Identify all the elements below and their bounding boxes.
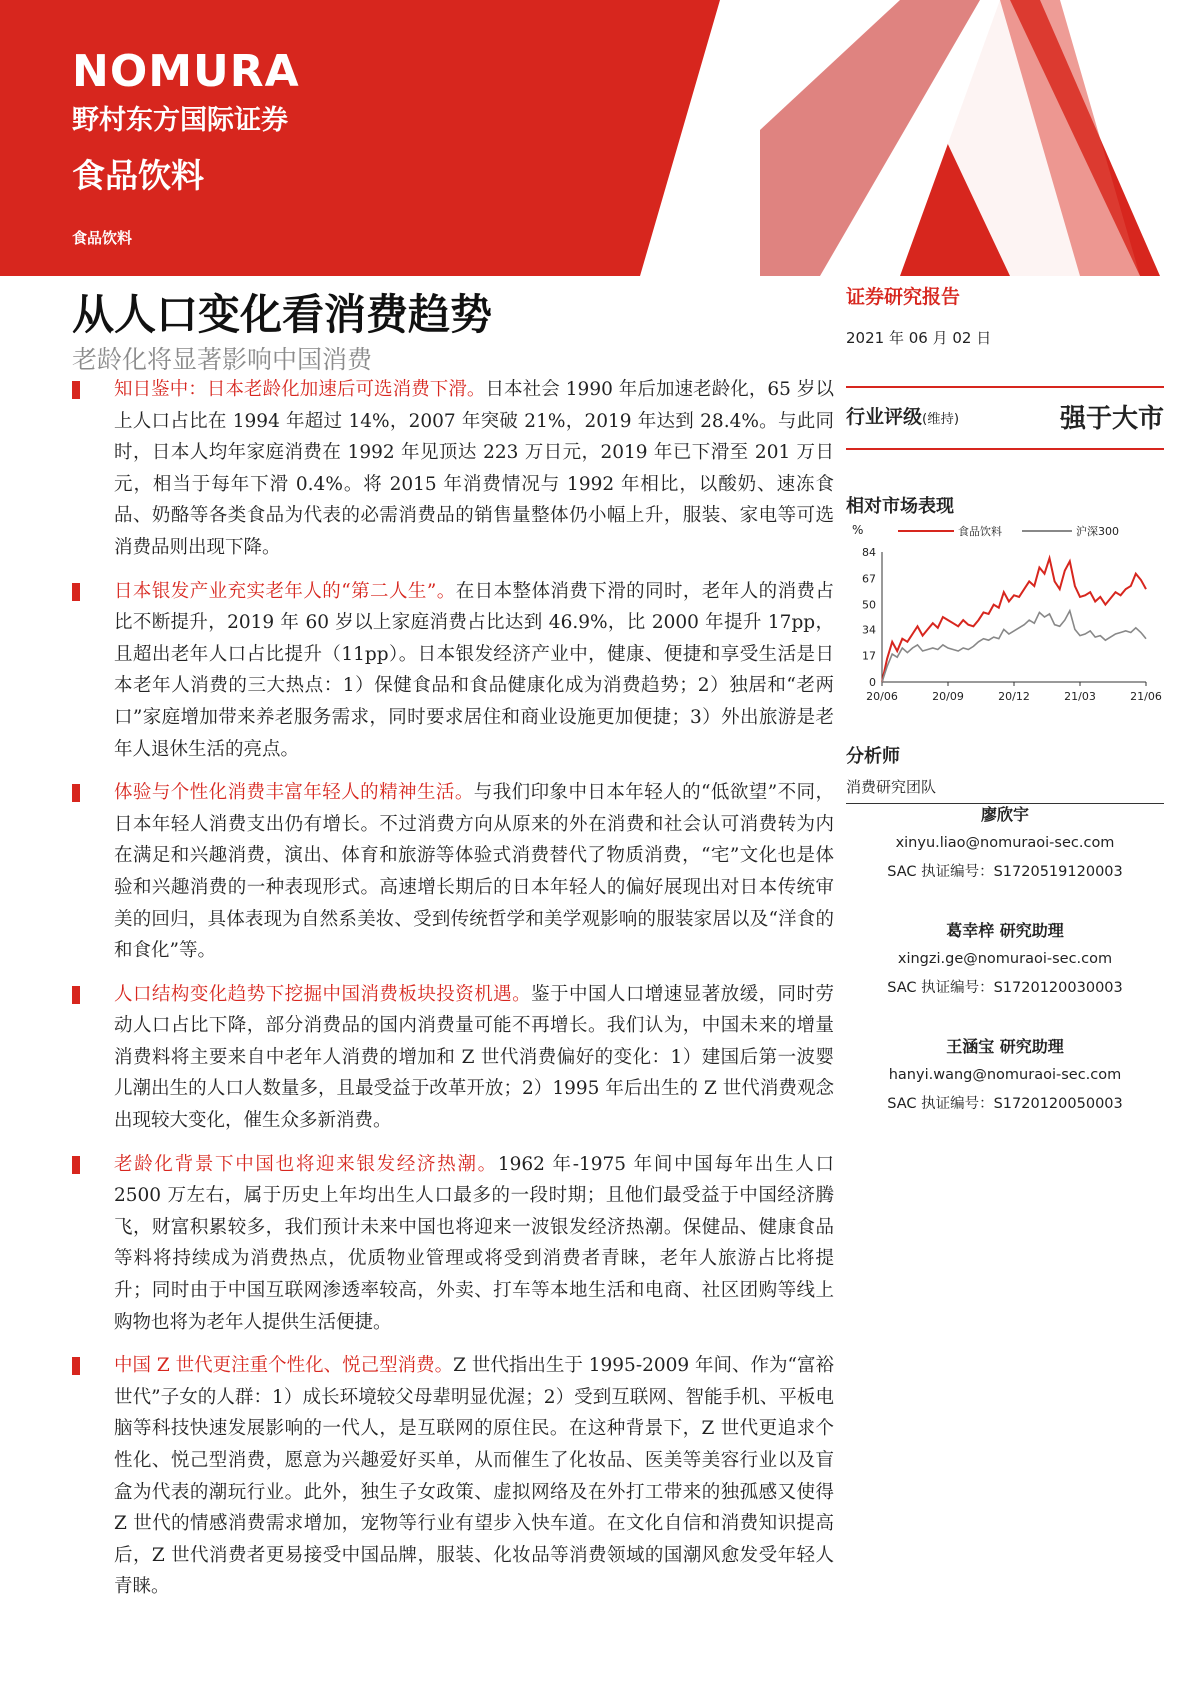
header-decor-graphic [0, 0, 1200, 276]
x-tick-label: 20/12 [998, 690, 1030, 703]
paragraph-body: 1962 年-1975 年间中国每年出生人口 2500 万左右，属于历史上年均出生人口最多的一段时期；且他们最受益于中国经济腾飞，财富积累较多，我们预计未来中国也将迎来一波银发经济热潮。保健品、健康食品等料将持续成为消费热点，优质物业管理或将受到消费者青睐，老年人旅游占比将提升；同时由于中国互联网渗透率较高，外卖、打车等本地生活和电商、社区团购等线上购物也将为老年人提供生活便捷。 [114, 1153, 834, 1333]
analyst-sac: SAC 执证编号：S1720120050003 [887, 1096, 1123, 1112]
divider [846, 448, 1164, 450]
bullet-marker [72, 583, 80, 601]
x-tick-label: 21/06 [1130, 690, 1162, 703]
paragraph-lead: 日本银发产业充实老年人的“第二人生”。 [114, 580, 456, 602]
x-tick-label: 20/09 [932, 690, 964, 703]
report-date: 2021 年 06 月 02 日 [846, 329, 992, 347]
performance-title: 相对市场表现 [846, 496, 954, 517]
legend-label-hs300: 沪深300 [1076, 525, 1119, 538]
nomura-logo: NOMURA [72, 46, 300, 97]
analyst-section-title: 分析师 [846, 746, 900, 767]
paragraph-body: 与我们印象中日本年轻人的“低欲望”不同，日本年轻人消费支出仍有增长。不过消费方向从原来的外在消费和社会认可消费转为内在满足和兴趣消费，演出、体育和旅游等体验式消费替代了物质消费，“宅”文化也是体验和兴趣消费的一种表现形式。高速增长期后的日本年轻人的偏好展现出对日本传统审美的回归，具体表现为自然系美妆、受到传统哲学和美学观影响的服装家居以及“洋食的和食化”等。 [114, 782, 834, 962]
paragraph-body: 鉴于中国人口增速显著放缓，同时劳动人口占比下降，部分消费品的国内消费量可能不再增长。我们认为，中国未来的增量消费料将主要来自中老年人消费的增加和 Z 世代消费偏好的变化：1）建国后第一波婴儿潮出生的人口人数量多，且最受益于改革开放；2）1995 年后出生的 Z 世代消费观念出现较大变化，催生众多新消费。 [114, 983, 834, 1132]
paragraph [72, 979, 834, 1137]
y-tick-label: 84 [862, 546, 876, 559]
paragraph [72, 1350, 834, 1603]
y-tick-label: 34 [862, 623, 876, 637]
report-title: 从人口变化看消费趋势 [72, 290, 493, 339]
sidebar [846, 282, 1164, 1112]
relative-performance-chart [846, 522, 1164, 722]
analyst-email[interactable]: xinyu.liao@nomuraoi-sec.com [895, 835, 1115, 851]
analyst-sac: SAC 执证编号：S1720120030003 [887, 980, 1123, 996]
sector-label: 食品饮料 [72, 229, 133, 247]
industry-rating [846, 402, 1164, 434]
report-type: 证券研究报告 [846, 286, 961, 308]
analyst-email[interactable]: hanyi.wang@nomuraoi-sec.com [888, 1067, 1122, 1083]
paragraph [72, 374, 834, 564]
paragraph [72, 777, 834, 967]
bullet-marker [72, 1357, 80, 1375]
analyst-name: 王涵宝 研究助理 [946, 1037, 1064, 1056]
y-tick-label: 0 [869, 676, 876, 689]
paragraph [72, 1149, 834, 1339]
x-tick-label: 21/03 [1064, 690, 1096, 703]
paragraph-lead: 老龄化背景下中国也将迎来银发经济热潮。 [114, 1153, 498, 1175]
paragraph-lead: 体验与个性化消费丰富年轻人的精神生活。 [114, 782, 474, 804]
paragraph-lead: 知日鉴中：日本老龄化加速后可选消费下滑。 [114, 379, 486, 400]
paragraph-lead: 中国 Z 世代更注重个性化、悦己型消费。 [114, 1355, 454, 1377]
team-name: 消费研究团队 [846, 776, 1164, 804]
analyst-name: 葛幸梓 研究助理 [946, 921, 1064, 940]
y-tick-label: 17 [862, 649, 876, 663]
legend-label-food: 食品饮料 [958, 525, 1002, 538]
y-unit-label: % [852, 523, 864, 537]
analyst-name: 廖欣宇 [980, 805, 1029, 824]
analyst-sac: SAC 执证编号：S1720519120003 [887, 864, 1123, 880]
company-name: 野村东方国际证券 [72, 105, 288, 136]
analyst-email[interactable]: xingzi.ge@nomuraoi-sec.com [897, 951, 1113, 967]
bullet-marker [72, 986, 80, 1004]
x-tick-label: 20/06 [866, 690, 898, 703]
rating-label: 行业评级 [846, 406, 923, 428]
rating-value: 强于大市 [1059, 404, 1164, 434]
sector-title: 食品饮料 [72, 156, 204, 195]
bullet-marker [72, 784, 80, 802]
paragraph-body: Z 世代指出生于 1995-2009 年间、作为“富裕世代”子女的人群：1）成长环境较父母辈明显优渥；2）受到互联网、智能手机、平板电脑等科技快速发展影响的一代人，是互联网的原住民。在这种背景下，Z 世代更追求个性化、悦己型消费，愿意为兴趣爱好买单，从而催生了化妆品、医美等美容行业以及盲盒为代表的潮玩行业。此外，独生子女政策、虚拟网络及在外打工带来的独孤感又使得 Z 世代的情感消费需求增加，宠物等行业有望步入快车道。在文化自信和消费知识提高后，Z 世代消费者更易接受中国品牌，服装、化妆品等消费领域的国潮风愈发受年轻人青睐。 [114, 1355, 834, 1598]
bullet-marker [72, 381, 80, 399]
y-tick-label: 50 [862, 598, 876, 612]
series-line-hs300 [882, 611, 1146, 682]
paragraph [72, 576, 834, 766]
main-content [72, 374, 834, 1615]
analyst-card [846, 800, 1164, 887]
bullet-marker [72, 1156, 80, 1174]
paragraph-body: 在日本整体消费下滑的同时，老年人的消费占比不断提升，2019 年 60 岁以上家庭消费占比达到 46.9%，比 2000 年提升 17pp，且超出老年人口占比提升（11pp）。日本银发经济产业中，健康、便捷和享受生活是日本老年人消费的三大热点：1）保健食品和食品健康化成为消费趋势；2）独居和“老两口”家庭增加带来养老服务需求，同时要求居住和商业设施更加便捷；3）外出旅游是老年人退休生活的亮点。 [114, 580, 834, 760]
report-header [0, 0, 1200, 276]
divider [846, 386, 1164, 388]
rating-note: (维持) [922, 412, 960, 427]
report-subtitle: 老龄化将显著影响中国消费 [72, 345, 373, 374]
analyst-card [846, 1032, 1164, 1119]
analyst-card [846, 916, 1164, 1003]
y-tick-label: 67 [862, 572, 876, 586]
paragraph-lead: 人口结构变化趋势下挖掘中国消费板块投资机遇。 [114, 983, 532, 1005]
paragraph-body: 日本社会 1990 年后加速老龄化，65 岁以上人口占比在 1994 年超过 14%，2007 年突破 21%，2019 年达到 28.4%。与此同时，日本人均年家庭消费在 1992 年见顶达 223 万日元，2019 年已下滑至 201 万日元，相当于每年下滑 0.4%。将 2015 年消费情况与 1992 年相比，以酸奶、速冻食品、奶酪等各类食品为代表的必需消费品的销售量整体仍小幅上升，服装、家电等可选消费品则出现下降。 [114, 379, 834, 558]
series-line-food-beverage [882, 558, 1146, 682]
